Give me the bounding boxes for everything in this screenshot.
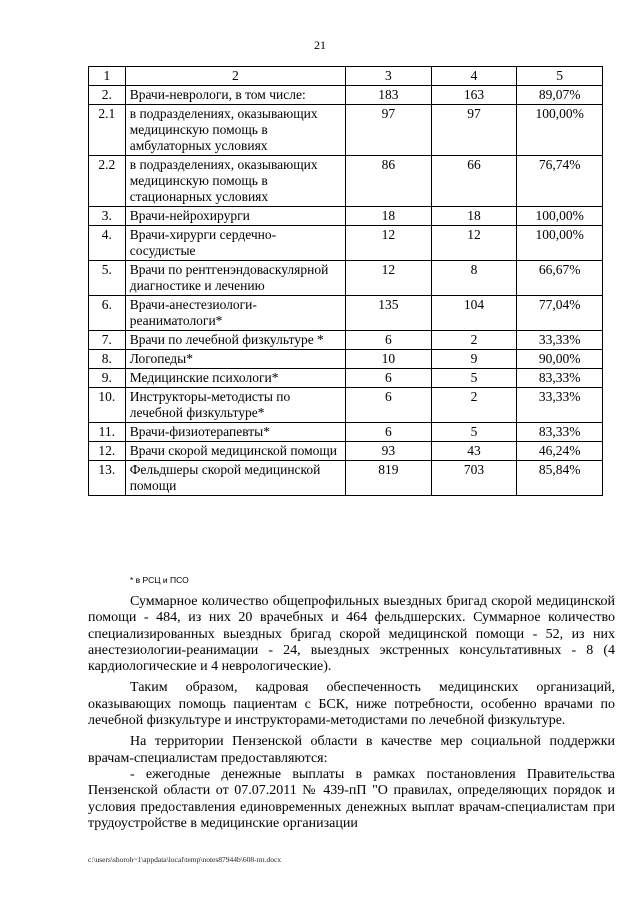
row-actual-cell: 104 [431, 296, 517, 331]
table-header-row [89, 67, 603, 86]
row-name-cell: Врачи по рентгенэндоваскулярной диагностике и лечению [125, 261, 345, 296]
row-number-cell: 4. [89, 226, 126, 261]
row-percent-cell: 76,74% [517, 156, 603, 207]
paragraph-brigades: Суммарное количество общепрофильных выездных бригад скорой медицинской помощи - 484, из них 20 врачебных и 464 фельдшерских. Суммарное количество специализированных выездных бригад скорой медицинской помощи - 52, из них анестезиологии-реанимации - 24, выездных экстренных консультативных - 8 (4 кардиологические и 4 неврологические). [88, 594, 615, 675]
row-number-cell: 8. [89, 350, 126, 369]
row-required-cell: 6 [345, 388, 431, 423]
header-cell-2: 2 [125, 67, 345, 86]
row-actual-cell: 5 [431, 369, 517, 388]
row-name-cell: Врачи-нейрохирурги [125, 207, 345, 226]
table-row [89, 86, 603, 105]
row-number-cell: 10. [89, 388, 126, 423]
row-actual-cell: 8 [431, 261, 517, 296]
header-cell-4: 4 [431, 67, 517, 86]
row-name-cell: Фельдшеры скорой медицинской помощи [125, 461, 345, 496]
row-required-cell: 6 [345, 331, 431, 350]
row-required-cell: 12 [345, 261, 431, 296]
row-percent-cell: 85,84% [517, 461, 603, 496]
row-percent-cell: 90,00% [517, 350, 603, 369]
page-number: 21 [314, 38, 326, 52]
row-name-cell: Врачи-анестезиологи-реаниматологи* [125, 296, 345, 331]
table-row [89, 350, 603, 369]
row-number-cell: 9. [89, 369, 126, 388]
row-number-cell: 13. [89, 461, 126, 496]
row-name-cell: Врачи скорой медицинской помощи [125, 442, 345, 461]
row-number-cell: 2.2 [89, 156, 126, 207]
row-number-cell: 2.1 [89, 105, 126, 156]
row-required-cell: 86 [345, 156, 431, 207]
table-row [89, 296, 603, 331]
paragraph-annual-payments: - ежегодные денежные выплаты в рамках постановления Правительства Пензенской области от 07.07.2011 № 439-пП "О правилах, определяющих порядок и условия предоставления единовременных денежных выплат врачам-специалистам при трудоустройстве в медицинские организации [88, 766, 615, 831]
row-required-cell: 819 [345, 461, 431, 496]
table-row [89, 331, 603, 350]
row-name-cell: в подразделениях, оказывающих медицинскую помощь в амбулаторных условиях [125, 105, 345, 156]
header-cell-1: 1 [89, 67, 126, 86]
row-percent-cell: 66,67% [517, 261, 603, 296]
row-name-cell: Инструкторы-методисты по лечебной физкультуре* [125, 388, 345, 423]
row-required-cell: 6 [345, 423, 431, 442]
row-number-cell: 7. [89, 331, 126, 350]
row-name-cell: в подразделениях, оказывающих медицинскую помощь в стационарных условиях [125, 156, 345, 207]
row-name-cell: Врачи по лечебной физкультуре * [125, 331, 345, 350]
file-path: c:\users\shoroh~1\appdata\local\temp\notes87944b\608-пп.docx [88, 855, 282, 864]
row-number-cell: 3. [89, 207, 126, 226]
row-percent-cell: 100,00% [517, 207, 603, 226]
table-row [89, 207, 603, 226]
table-row [89, 156, 603, 207]
table-row [89, 105, 603, 156]
row-actual-cell: 18 [431, 207, 517, 226]
table-row [89, 261, 603, 296]
row-number-cell: 2. [89, 86, 126, 105]
row-name-cell: Логопеды* [125, 350, 345, 369]
row-actual-cell: 9 [431, 350, 517, 369]
row-name-cell: Врачи-хирурги сердечно-сосудистые [125, 226, 345, 261]
row-actual-cell: 97 [431, 105, 517, 156]
header-cell-3: 3 [345, 67, 431, 86]
row-actual-cell: 66 [431, 156, 517, 207]
paragraph-conclusion: Таким образом, кадровая обеспеченность медицинских организаций, оказывающих помощь пациентам с БСК, ниже потребности, особенно врачами по лечебной физкультуре и инструкторами-методистами по лечебной физкультуре. [88, 680, 615, 729]
paragraph-support-measures: На территории Пензенской области в качестве мер социальной поддержки врачам-специалистам предоставляются: [88, 734, 615, 766]
row-number-cell: 12. [89, 442, 126, 461]
row-required-cell: 183 [345, 86, 431, 105]
staffing-table [88, 66, 603, 496]
row-percent-cell: 83,33% [517, 423, 603, 442]
row-percent-cell: 100,00% [517, 226, 603, 261]
row-actual-cell: 2 [431, 388, 517, 423]
row-name-cell: Врачи-физиотерапевты* [125, 423, 345, 442]
row-required-cell: 18 [345, 207, 431, 226]
body-text [88, 594, 615, 832]
row-actual-cell: 12 [431, 226, 517, 261]
row-actual-cell: 43 [431, 442, 517, 461]
table-row [89, 461, 603, 496]
row-required-cell: 6 [345, 369, 431, 388]
row-actual-cell: 5 [431, 423, 517, 442]
row-number-cell: 6. [89, 296, 126, 331]
row-actual-cell: 703 [431, 461, 517, 496]
row-actual-cell: 163 [431, 86, 517, 105]
row-actual-cell: 2 [431, 331, 517, 350]
row-percent-cell: 46,24% [517, 442, 603, 461]
row-required-cell: 93 [345, 442, 431, 461]
row-number-cell: 11. [89, 423, 126, 442]
row-required-cell: 97 [345, 105, 431, 156]
table-row [89, 388, 603, 423]
row-number-cell: 5. [89, 261, 126, 296]
row-name-cell: Врачи-неврологи, в том числе: [125, 86, 345, 105]
table-row [89, 369, 603, 388]
row-percent-cell: 33,33% [517, 331, 603, 350]
header-cell-5: 5 [517, 67, 603, 86]
row-percent-cell: 83,33% [517, 369, 603, 388]
table-row [89, 226, 603, 261]
table-row [89, 442, 603, 461]
row-name-cell: Медицинские психологи* [125, 369, 345, 388]
table-footnote: * в РСЦ и ПСО [130, 575, 189, 585]
row-percent-cell: 33,33% [517, 388, 603, 423]
row-percent-cell: 89,07% [517, 86, 603, 105]
row-required-cell: 135 [345, 296, 431, 331]
table-row [89, 423, 603, 442]
row-percent-cell: 77,04% [517, 296, 603, 331]
row-required-cell: 12 [345, 226, 431, 261]
row-required-cell: 10 [345, 350, 431, 369]
row-percent-cell: 100,00% [517, 105, 603, 156]
